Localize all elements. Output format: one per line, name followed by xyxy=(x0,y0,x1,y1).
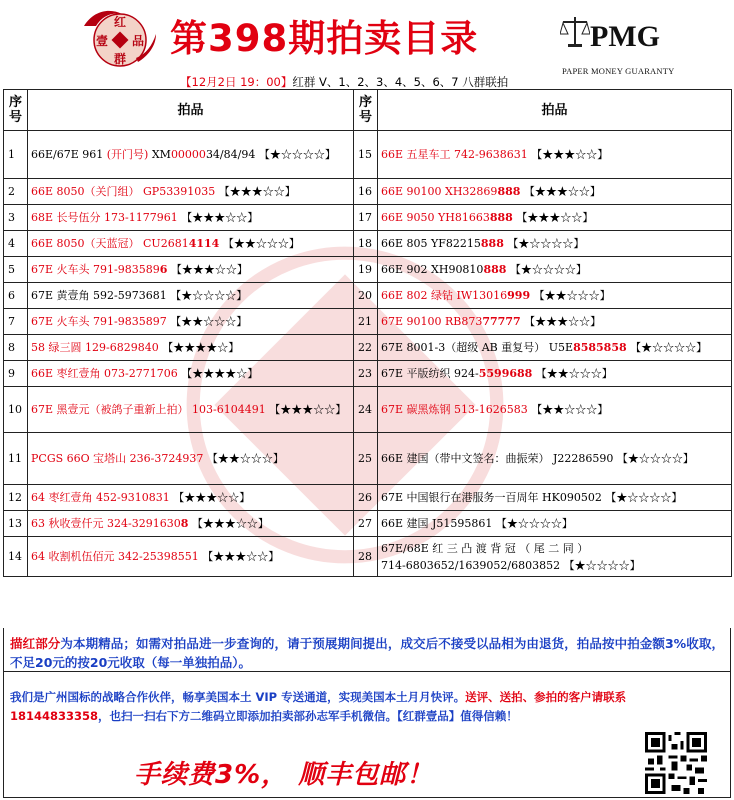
lot-description xyxy=(28,361,354,387)
lot-number: 4 xyxy=(4,231,28,257)
lot-number: 10 xyxy=(4,387,28,433)
item-text-segment: 66E 8050（天蓝冠） CU2681 xyxy=(31,237,189,250)
item-text-segment: 66E/67E 961 xyxy=(31,148,107,161)
table-row xyxy=(4,335,732,361)
lot-description xyxy=(28,485,354,511)
lot-description xyxy=(378,511,732,537)
item-text-segment: 【★☆☆☆☆】 xyxy=(506,263,587,276)
item-text-segment: 【★★★★☆】 xyxy=(158,341,240,354)
item-text-segment: 【★★☆☆☆】 xyxy=(527,403,609,416)
pmg-subtitle: PAPER MONEY GUARANTY xyxy=(562,66,675,76)
lot-number: 8 xyxy=(4,335,28,361)
lot-description xyxy=(28,511,354,537)
table-row xyxy=(4,257,732,283)
item-text-segment: 66E 五星车工 742-9638631 xyxy=(381,148,528,161)
table-row xyxy=(4,131,732,179)
item-text-segment: ☆☆☆☆】 xyxy=(280,148,336,161)
lot-number: 27 xyxy=(354,511,378,537)
table-row xyxy=(4,433,732,485)
item-text-segment: 67E 黑壹元（被鸽子重新上拍） 103-6104491 xyxy=(31,403,266,416)
fee-slogan: 手续费3%， 顺丰包邮！ xyxy=(134,760,434,790)
item-text-segment: 8 xyxy=(180,517,189,530)
item-text-segment: 77777 xyxy=(482,315,521,328)
lot-description xyxy=(378,485,732,511)
lot-number: 1 xyxy=(4,131,28,179)
item-text-segment: 【★★★☆☆】 xyxy=(527,148,609,161)
table-row xyxy=(4,537,732,577)
lot-number: 5 xyxy=(4,257,28,283)
table-row xyxy=(4,387,732,433)
item-text-segment: 58 绿三圆 129-6829840 xyxy=(31,341,159,354)
col-header-item-right: 拍品 xyxy=(378,90,732,131)
item-text-segment: 66E 90100 XH32869 xyxy=(381,185,498,198)
item-text-segment: 64 收割机伍佰元 342-25398551 xyxy=(31,550,199,563)
item-text-segment: 67E 90100 RB873 xyxy=(381,315,483,328)
lot-number: 2 xyxy=(4,179,28,205)
item-text-segment: 8585858 xyxy=(573,341,627,354)
table-row xyxy=(4,511,732,537)
lot-description xyxy=(28,283,354,309)
item-text-segment: 4114 xyxy=(188,237,220,250)
logo-char-bottom: 群 xyxy=(113,52,127,66)
item-text-segment: 67E 黄壹角 592-5973681 【★☆☆☆☆】 xyxy=(31,289,248,302)
lot-description xyxy=(378,335,732,361)
item-text-segment: 【★★★☆☆】 xyxy=(169,491,251,504)
lot-description xyxy=(28,131,354,179)
item-text-segment: 【★★★☆☆】 xyxy=(265,403,347,416)
contact-text xyxy=(10,688,726,726)
item-text-segment: 【★★☆☆☆】 xyxy=(203,452,284,465)
item-text-segment: 66E 9050 YH81663 xyxy=(381,211,490,224)
item-text-segment: 67E 平版纺织 924- xyxy=(381,367,479,380)
pmg-logo xyxy=(560,14,675,76)
lot-number: 23 xyxy=(354,361,378,387)
lot-description xyxy=(378,231,732,257)
item-text-segment: 66E 建国（带中文签名：曲振荣） J22286590 【★☆☆☆☆】 xyxy=(381,452,694,465)
item-text-segment: (开门号) xyxy=(106,148,149,161)
pmg-wordmark: PMG xyxy=(590,20,660,53)
lot-number: 17 xyxy=(354,205,378,231)
col-header-no-left: 序号 xyxy=(4,90,28,131)
logo-char-left: 壹 xyxy=(95,34,109,48)
lot-description xyxy=(28,179,354,205)
lot-description xyxy=(378,179,732,205)
lot-number: 24 xyxy=(354,387,378,433)
page-title: 第398期拍卖目录 xyxy=(170,17,479,60)
item-text-segment: 63 秋收壹仟元 324-3291630 xyxy=(31,517,181,530)
lot-description xyxy=(28,537,354,577)
item-text-segment: 67E 火车头 791-983589 xyxy=(31,263,160,276)
item-text-segment: 【★★☆☆☆】 xyxy=(166,315,248,328)
lot-description xyxy=(378,361,732,387)
lot-description xyxy=(28,205,354,231)
col-header-item-left: 拍品 xyxy=(28,90,354,131)
scales-icon xyxy=(560,14,590,50)
item-text-segment: 【★★★☆☆】 xyxy=(520,315,602,328)
contact-section xyxy=(3,672,731,798)
item-text-segment: 【★★★☆☆】 xyxy=(198,550,280,563)
lot-number: 14 xyxy=(4,537,28,577)
lot-description xyxy=(378,387,732,433)
lot-description xyxy=(28,309,354,335)
item-text-segment: 【★★☆☆☆】 xyxy=(530,289,611,302)
item-text-segment: 67E 碳黑炼钢 513-1626583 xyxy=(381,403,528,416)
item-text-segment: 714-6803652/1639052/6803852 【★☆☆☆☆】 xyxy=(381,558,641,572)
table-row xyxy=(4,309,732,335)
item-text-segment: 【★★★☆☆】 xyxy=(520,185,601,198)
table-header-row xyxy=(4,90,732,131)
auction-schedule xyxy=(180,74,508,90)
item-text-segment: 【★★★☆☆】 xyxy=(215,185,296,198)
lot-number: 19 xyxy=(354,257,378,283)
lot-description xyxy=(378,433,732,485)
item-text-segment: 67E 火车头 791-9835897 xyxy=(31,315,167,328)
partner-text: 我们是广州国标的战略合作伙伴，畅享美国本土 VIP 专送通道，实现美国本土月月快评。 xyxy=(10,690,466,704)
item-text-segment: 66E 建国 J51595861 【★☆☆☆☆】 xyxy=(381,517,573,530)
item-text-segment: 888 xyxy=(497,185,521,198)
lot-number: 7 xyxy=(4,309,28,335)
lot-description xyxy=(378,537,732,577)
logo-char-right: 品 xyxy=(131,34,145,48)
lot-description xyxy=(378,131,732,179)
terms-text: 为本期精品；如需对拍品进一步查询的，请于预展期间提出，成交后不接受以品相为由退货，拍品按中拍金额3%收取，不足20元的按20元收取（每一单独拍品）。 xyxy=(10,636,724,670)
hongqun-logo xyxy=(76,6,162,68)
item-text-segment: 【★★★☆☆】 xyxy=(177,211,259,224)
item-text-segment: 【★☆☆☆☆】 xyxy=(503,237,585,250)
catalogue-table xyxy=(3,89,732,577)
table-row xyxy=(4,361,732,387)
lot-number: 26 xyxy=(354,485,378,511)
terms-highlight: 描红部分 xyxy=(10,636,61,651)
lot-number: 3 xyxy=(4,205,28,231)
item-text-segment: 66E 8050（关门组） GP53391035 xyxy=(31,185,216,198)
table-row xyxy=(4,179,732,205)
lot-number: 15 xyxy=(354,131,378,179)
item-text-segment: 67E/68E 红 三 凸 渡 背 冠 （ 尾 二 同 ） xyxy=(381,541,589,555)
table-row xyxy=(4,205,732,231)
wechat-text: ，也扫一扫右下方二维码立即添加拍卖部孙志军手机微信。【红群壹品】值得信赖！ xyxy=(98,709,518,723)
lot-number: 13 xyxy=(4,511,28,537)
item-text-segment: 00000 xyxy=(170,148,206,161)
lot-number: 21 xyxy=(354,309,378,335)
lot-number: 28 xyxy=(354,537,378,577)
table-row xyxy=(4,485,732,511)
qr-code-icon[interactable] xyxy=(638,732,714,794)
col-header-no-right: 序号 xyxy=(354,90,378,131)
lot-number: 18 xyxy=(354,231,378,257)
item-text-segment: 5599688 xyxy=(478,367,533,380)
terms-notice xyxy=(3,628,731,672)
item-text-segment: 888 xyxy=(489,211,513,224)
lot-description xyxy=(28,387,354,433)
item-text-segment: 【★★★☆☆】 xyxy=(188,517,269,530)
item-text-segment: 64 枣红壹角 452-9310831 xyxy=(31,491,170,504)
lot-number: 6 xyxy=(4,283,28,309)
lot-number: 16 xyxy=(354,179,378,205)
lot-number: 20 xyxy=(354,283,378,309)
contact-phone: 送评、送拍、参拍的客户请联系 18144833358 xyxy=(10,690,627,723)
logo-char-top: 红 xyxy=(113,15,127,29)
item-text-segment: 【★★☆☆☆】 xyxy=(219,237,300,250)
lot-description xyxy=(378,257,732,283)
item-text-segment: 67E 8001-3（超级 AB 重复号） U5E xyxy=(381,341,574,354)
item-text-segment: 【★★☆☆☆】 xyxy=(532,367,613,380)
item-text-segment: 34/84/94 【 xyxy=(205,148,270,161)
item-text-segment: 66E 802 绿钻 IW13016 xyxy=(381,289,508,302)
item-text-segment: 888 xyxy=(480,237,504,250)
item-text-segment: 68E 长号伍分 173-1177961 xyxy=(31,211,178,224)
item-text-segment: 66E 枣红壹角 073-2771706 xyxy=(31,367,178,380)
item-text-segment: 【★★★☆☆】 xyxy=(167,263,248,276)
table-row xyxy=(4,283,732,309)
lot-description xyxy=(378,309,732,335)
item-text-segment: 888 xyxy=(483,263,507,276)
item-text-segment: 66E 805 YF82215 xyxy=(381,237,481,250)
item-text-segment: XM xyxy=(148,148,171,161)
lot-description xyxy=(28,433,354,485)
lot-description xyxy=(28,231,354,257)
lot-description xyxy=(378,205,732,231)
item-text-segment: 67E 中国银行在港服务一百周年 HK090502 【★☆☆☆☆】 xyxy=(381,491,683,504)
lot-number: 22 xyxy=(354,335,378,361)
lot-description xyxy=(28,335,354,361)
item-text-segment: PCGS 66O 宝塔山 236-3724937 xyxy=(31,452,204,465)
lot-description xyxy=(28,257,354,283)
item-text-segment: 【★☆☆☆☆】 xyxy=(626,341,708,354)
auction-groups: 红群 V、1、2、3、4、5、6、7 八群联拍 xyxy=(292,75,509,89)
item-text-segment: ★ xyxy=(269,148,281,161)
lot-description xyxy=(378,283,732,309)
lot-number: 25 xyxy=(354,433,378,485)
table-row xyxy=(4,231,732,257)
auction-date: 【12月2日 19：00】 xyxy=(180,75,293,89)
item-text-segment: 999 xyxy=(507,289,531,302)
item-text-segment: 6 xyxy=(159,263,168,276)
item-text-segment: 【★★★☆☆】 xyxy=(512,211,594,224)
lot-number: 11 xyxy=(4,433,28,485)
item-text-segment: 66E 902 XH90810 xyxy=(381,263,484,276)
item-text-segment: 【★★★★☆】 xyxy=(177,367,259,380)
lot-number: 12 xyxy=(4,485,28,511)
lot-number: 9 xyxy=(4,361,28,387)
